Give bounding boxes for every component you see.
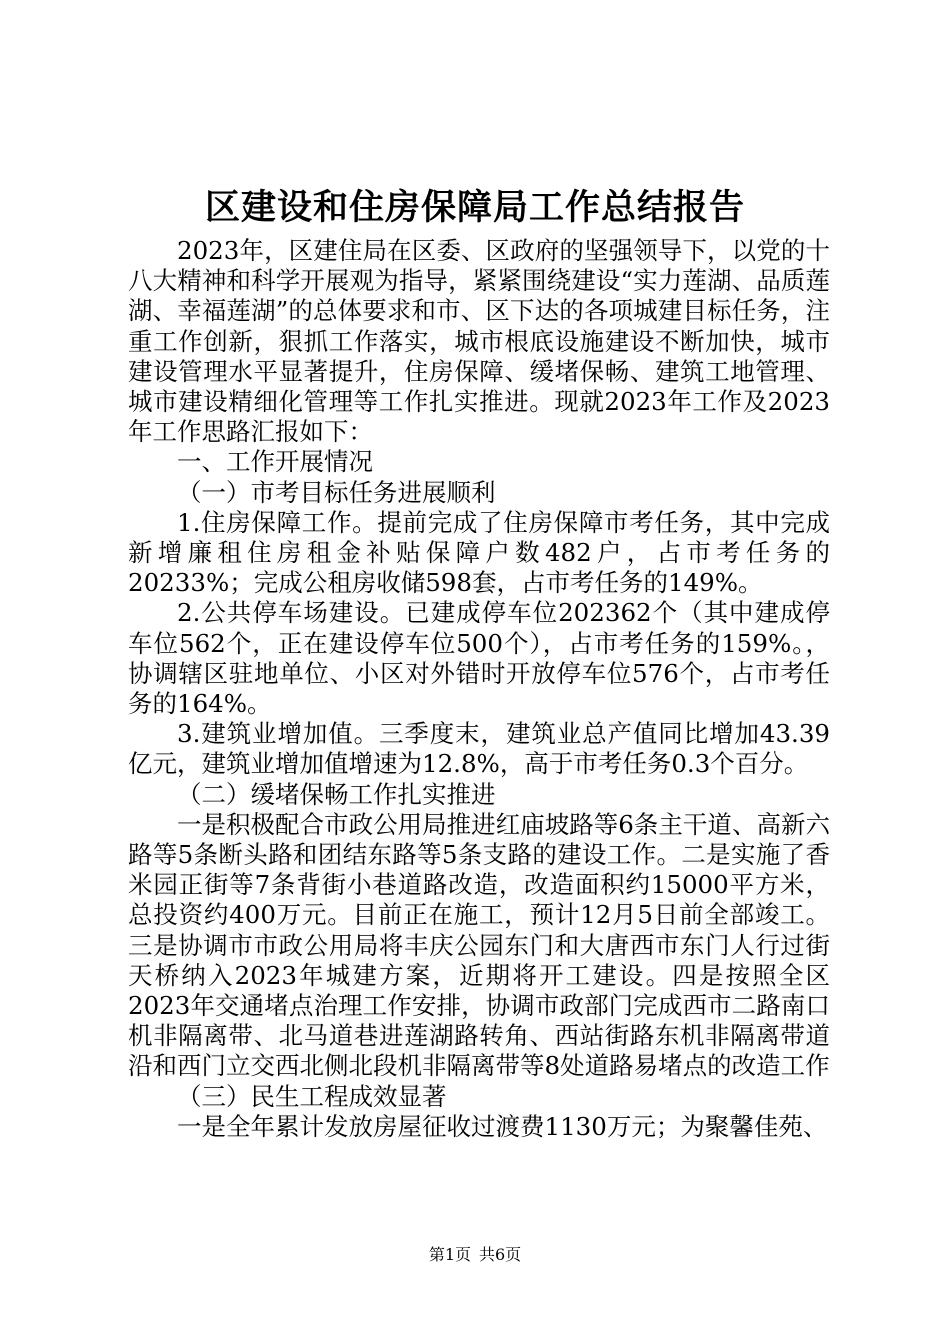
document-body: [128, 236, 830, 1142]
intro-paragraph: 2023年，区建住局在区委、区政府的坚强领导下，以党的十八大精神和科学开展观为指导，紧紧围绕建设“实力莲湖、品质莲湖、幸福莲湖”的总体要求和市、区下达的各项城建目标任务，注重工作创新，狠抓工作落实，城市根底设施建设不断加快，城市建设管理水平显著提升，住房保障、缓堵保畅、建筑工地管理、城市建设精细化管理等工作扎实推进。现就2023年工作及2023年工作思路汇报如下：: [128, 236, 830, 447]
subsection-heading-2: （二）缓堵保畅工作扎实推进: [177, 779, 496, 809]
page-footer: [0, 1244, 950, 1266]
item-public-parking: 2.公共停车场建设。已建成停车位202362个（其中建成停车位562个，正在建设停车位500个），占市考任务的159%。，协调辖区驻地单位、小区对外错时开放停车位576个，占市考任务的164%。: [128, 598, 830, 719]
subsection-heading-3: （三）民生工程成效显著: [177, 1081, 447, 1111]
livelihood-paragraph: 一是全年累计发放房屋征收过渡费1130万元；为聚馨佳苑、: [177, 1111, 828, 1141]
document-title: 区建设和住房保障局工作总结报告: [204, 187, 745, 228]
page-count: 共6页: [479, 1245, 522, 1264]
page-number: 第1页: [428, 1245, 471, 1264]
traffic-paragraph: 一是积极配合市政公用局推进红庙坡路等6条主干道、高新六路等5条断头路和团结东路等5条支路的建设工作。二是实施了香米园正街等7条背街小巷道路改造，改造面积约15000平方米，总投资约400万元。目前正在施工，预计12月5日前全部竣工。三是协调市市政公用局将丰庆公园东门和大唐西市东门人行过街天桥纳入2023年城建方案，近期将开工建设。四是按照全区2023年交通堵点治理工作安排，协调市政部门完成西市二路南口机非隔离带、北马道巷进莲湖路转角、西站街路东机非隔离带道沿和西门立交西北侧北段机非隔离带等8处道路易堵点的改造工作: [128, 809, 830, 1081]
section-heading-1: 一、工作开展情况: [177, 447, 373, 477]
item-housing-security: 1.住房保障工作。提前完成了住房保障市考任务，其中完成新增廉租住房租金补贴保障户数482户，占市考任务的20233%；完成公租房收储598套，占市考任务的149%。: [128, 507, 830, 598]
subsection-heading-1: （一）市考目标任务进展顺利: [177, 477, 496, 507]
item-construction-value: 3.建筑业增加值。三季度末，建筑业总产值同比增加43.39亿元，建筑业增加值增速为12.8%，高于市考任务0.3个百分。: [128, 719, 830, 779]
